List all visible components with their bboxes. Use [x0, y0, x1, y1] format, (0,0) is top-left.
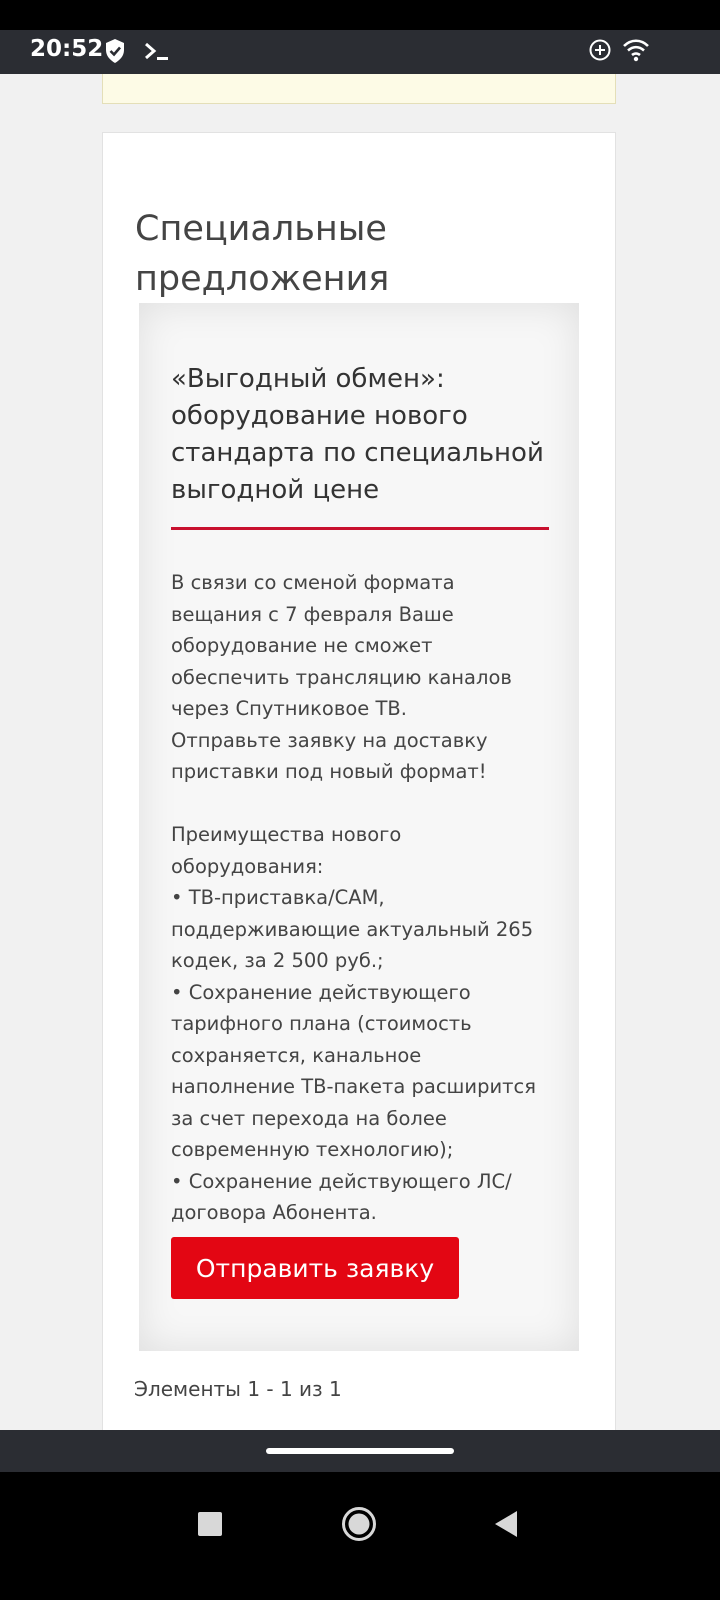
submit-request-button[interactable]: Отправить заявку [171, 1237, 459, 1299]
recents-square-icon[interactable] [198, 1512, 222, 1540]
back-triangle-icon[interactable] [494, 1510, 518, 1542]
home-indicator[interactable] [266, 1448, 454, 1454]
special-offers-card [102, 132, 616, 1430]
offer-title: «Выгодный обмен»: оборудование нового стандарта по специальной выгодной цене [171, 364, 544, 505]
title-divider [171, 527, 549, 530]
pagination-info: Элементы 1 - 1 из 1 [134, 1377, 342, 1401]
top-black-strip [0, 0, 720, 32]
shield-check-icon [104, 38, 126, 68]
gesture-bar [0, 1430, 720, 1472]
terminal-icon [144, 40, 170, 66]
home-circle-icon[interactable] [341, 1506, 377, 1546]
wifi-icon [622, 38, 650, 66]
data-saver-icon [588, 38, 612, 66]
page-content[interactable] [0, 74, 720, 1430]
section-title: Специальные предложения [135, 209, 390, 300]
previous-card [102, 74, 616, 104]
offer-description: В связи со сменой формата вещания с 7 февраля Ваше оборудование не сможет обеспечить трансляцию каналов через Спутниковое ТВ. Отправьте заявку на доставку приставки под новый формат! Преимущества нового оборудования: • ТВ-приставка/САМ, поддерживающие актуальный 265 кодек, за 2 500 руб.; • Сохранение действующего тарифного плана (стоимость сохраняется, канальное наполнение ТВ-пакета расширится за счет перехода на более современную технологию); • Сохранение действующего ЛС/договора Абонента. [171, 571, 536, 1224]
status-bar [0, 30, 720, 74]
system-navigation [0, 1472, 720, 1600]
status-time: 20:52 [30, 36, 104, 62]
offer-banner [139, 303, 579, 1351]
